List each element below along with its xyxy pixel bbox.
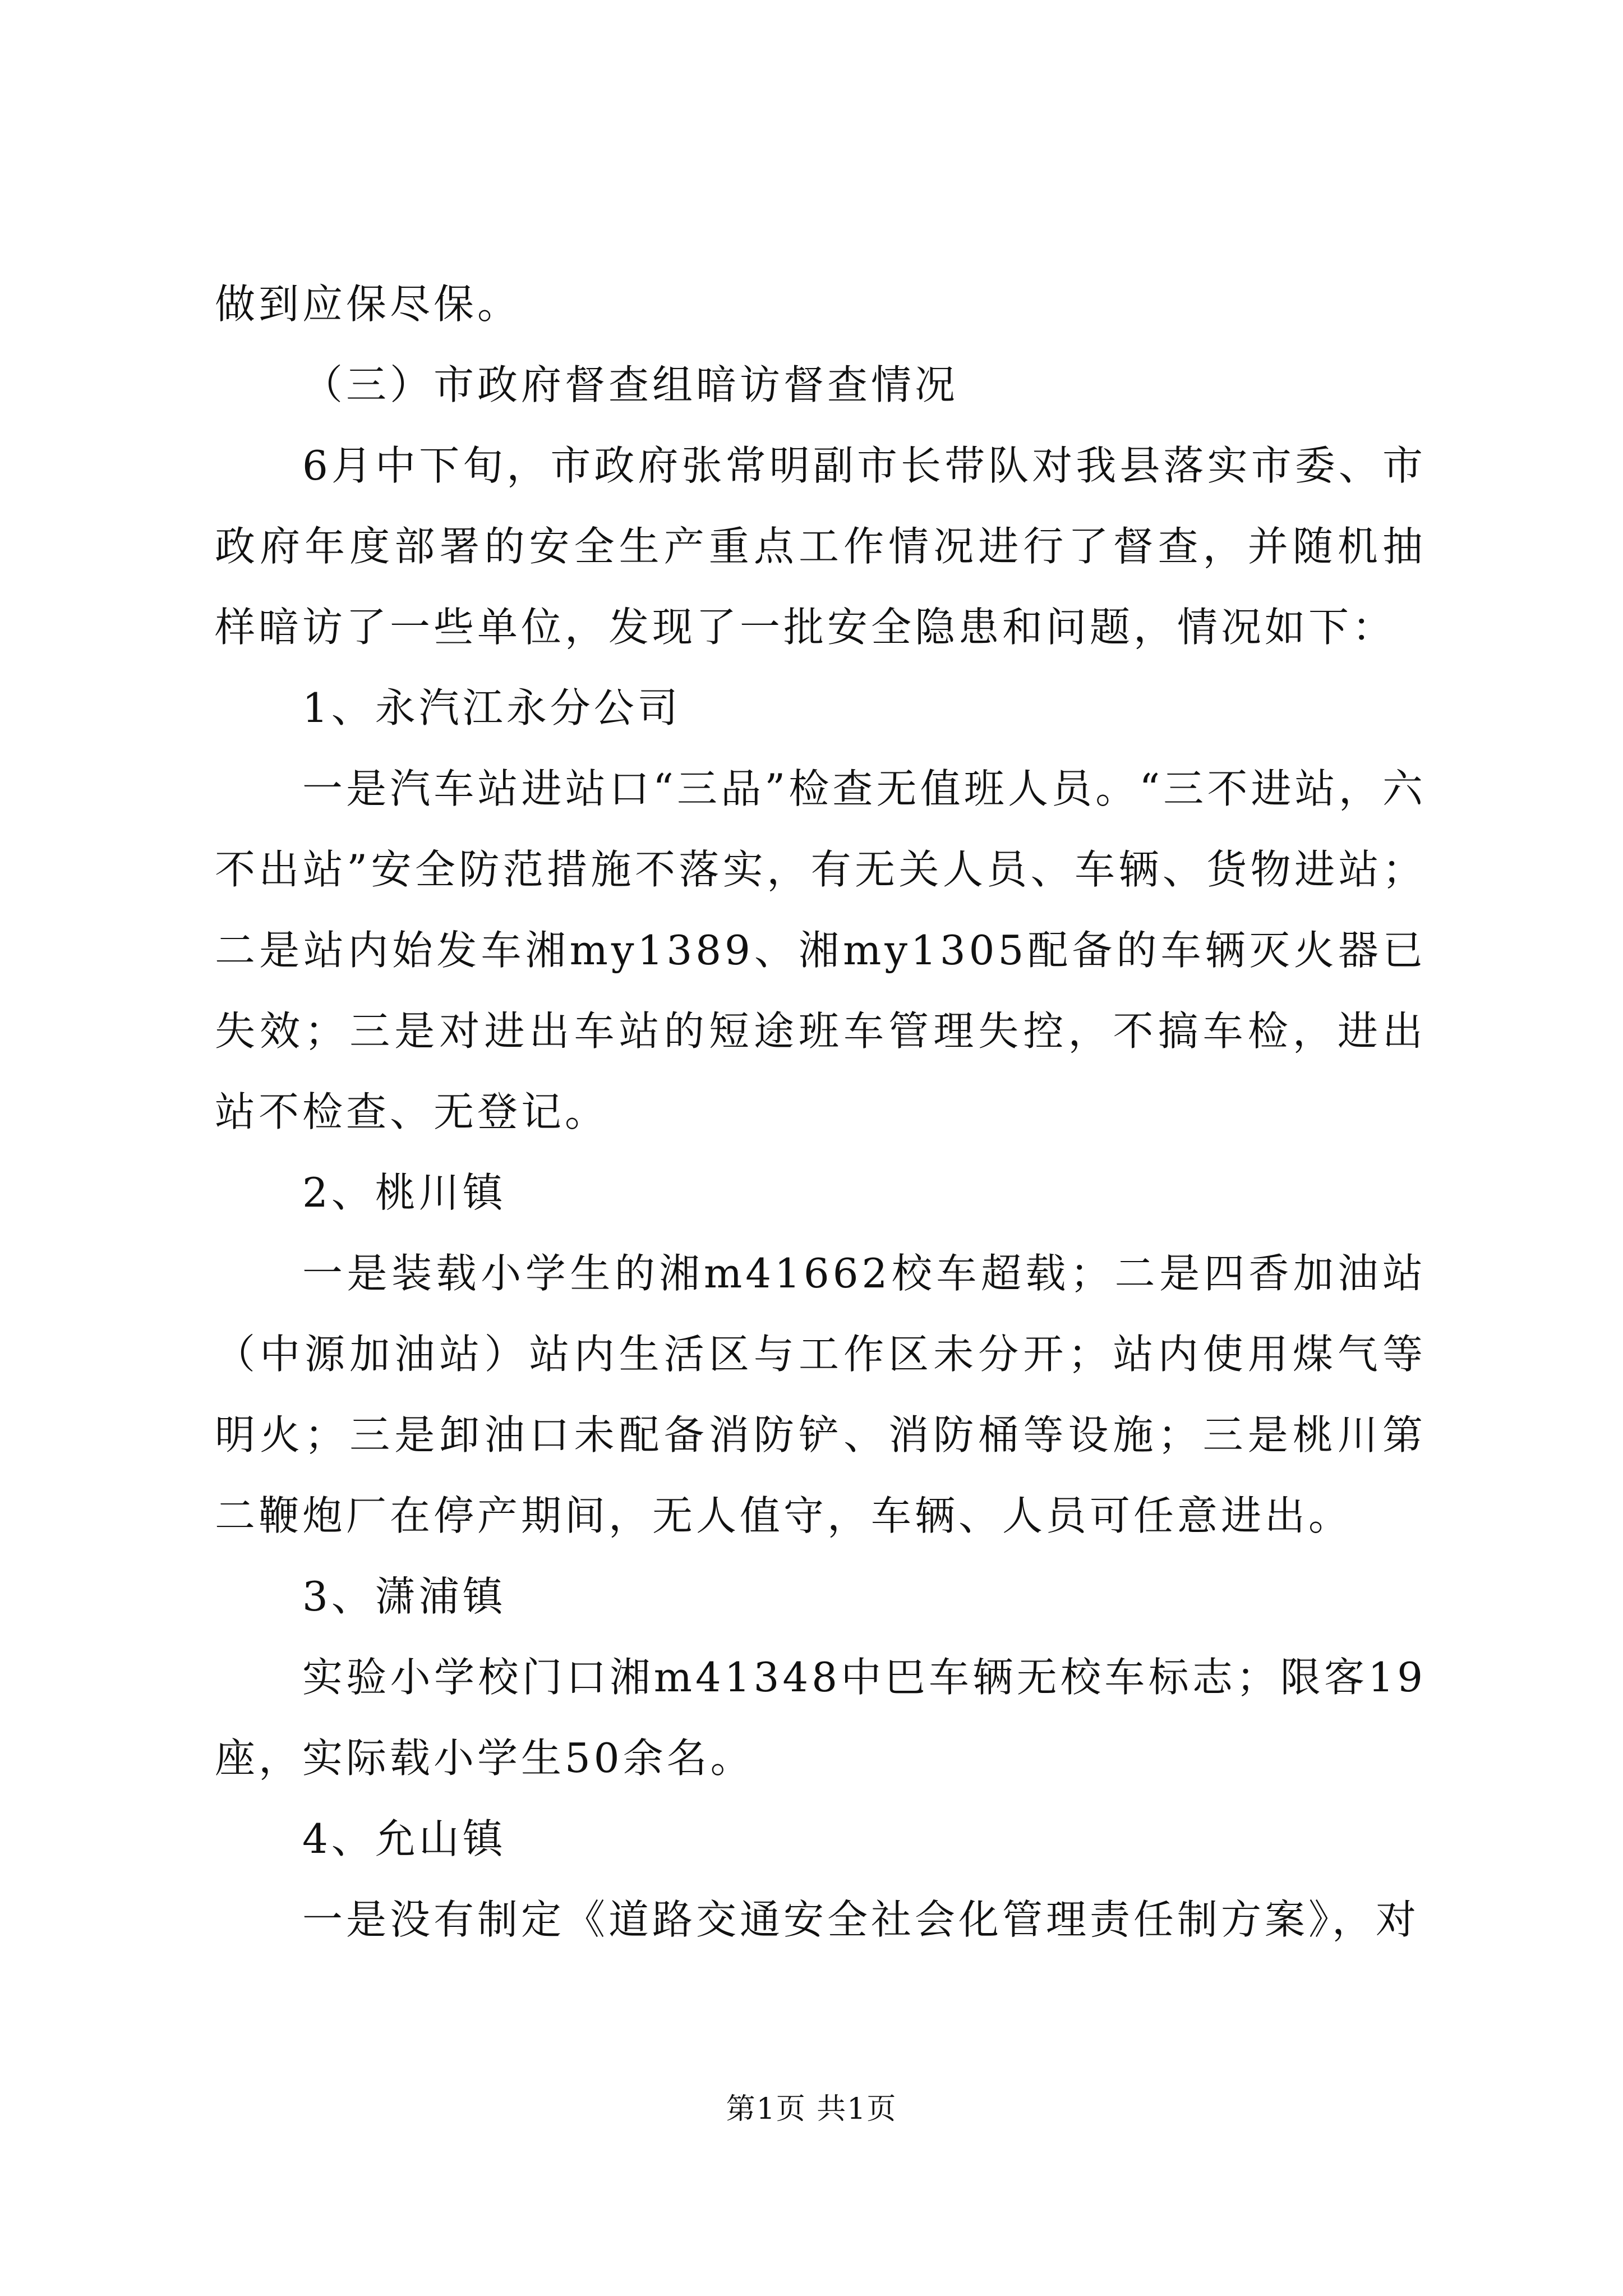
- subsection-heading: 3、潇浦镇: [302, 1573, 506, 1620]
- paragraph: 一是汽车站进站口“三品”检查无值班人员。“三不进站，六不出站”安全防范措施不落实，有无关人员、车辆、货物进站；二是站内始发车湘my1389、湘my1305配备的车辆灭火器已失效；三是对进出车站的短途班车管理失控，不搞车检，进出站不检查、无登记。: [215, 765, 1426, 1135]
- paragraph: 一是没有制定《道路交通安全社会化管理责任制方案》，对: [302, 1896, 1420, 1943]
- subsection-heading: 2、桃川镇: [302, 1169, 506, 1216]
- paragraph: 做到应保尽保。: [215, 280, 522, 328]
- paragraph: 一是装载小学生的湘m41662校车超载；二是四香加油站（中源加油站）站内生活区与工作区未分开；站内使用煤气等明火；三是卸油口未配备消防铲、消防桶等设施；三是桃川第二鞭炮厂在停产期间，无人值守，车辆、人员可任意进出。: [215, 1250, 1426, 1539]
- paragraph: 实验小学校门口湘m41348中巴车辆无校车标志；限客19座，实际载小学生50余名。: [215, 1654, 1426, 1782]
- document-body: [215, 264, 1426, 1960]
- subsection-heading: 4、允山镇: [302, 1815, 506, 1862]
- paragraph: 6月中下旬，市政府张常明副市长带队对我县落实市委、市政府年度部署的安全生产重点工作情况进行了督查，并随机抽样暗访了一些单位，发现了一批安全隐患和问题，情况如下：: [215, 442, 1426, 651]
- page-footer: 第1页 共1页: [726, 2092, 897, 2126]
- subsection-heading: 1、永汽江永分公司: [302, 684, 681, 731]
- section-heading: （三）市政府督查组暗访督查情况: [302, 361, 959, 408]
